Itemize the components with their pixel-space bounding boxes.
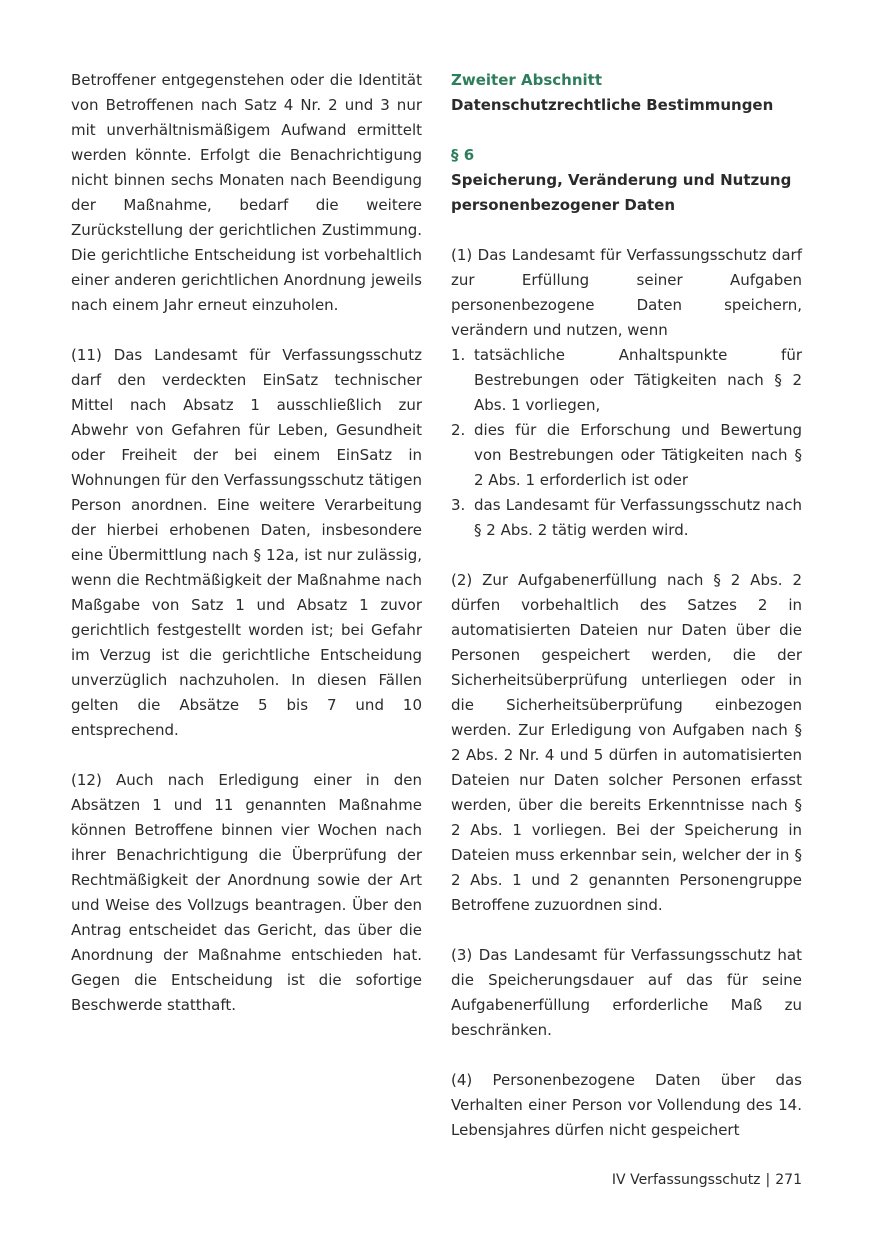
paragraph-title: Speicherung, Veränderung und Nutzung personenbezogener Daten — [451, 171, 792, 214]
paragraph-number: § 6 — [451, 146, 475, 164]
section-label: Zweiter Abschnitt — [451, 71, 603, 89]
list-item: 1. tatsächliche Anhaltspunkte für Bestrebungen oder Tätigkeiten nach § 2 Abs. 1 vorliegen, — [451, 346, 802, 414]
paragraph-11: (11) Das Landesamt für Verfassungsschutz darf den verdeckten EinSatz technischer Mittel nach Absatz 1 ausschließlich zur Abwehr von Gefahren für Leben, Gesundheit oder Freiheit der bei einem EinSatz in Wohnungen für den Verfassungsschutz tätigen Person anordnen. Eine weitere Verarbeitung der hierbei erhobenen Daten, insbesondere eine Übermittlung nach § 12a, ist nur zulässig, wenn die Rechtmäßigkeit der Maßnahme nach Maßgabe von Satz 1 und Absatz 1 zuvor gerichtlich festgestellt worden ist; bei Gefahr im Verzug ist die gerichtliche Entscheidung unverzüglich nachzuholen. In diesen Fällen gelten die Absätze 5 bis 7 und 10 entsprechend. — [71, 346, 422, 739]
footer-separator: | — [765, 1172, 771, 1188]
list-item: 2. dies für die Erforschung und Bewertung von Bestrebungen oder Tätigkeiten nach § 2 Abs. 1 erforderlich ist oder — [451, 421, 802, 489]
paragraph-12: (12) Auch nach Erledigung einer in den Absätzen 1 und 11 genannten Maßnahme können Betroffene binnen vier Wochen nach ihrer Benachrichtigung die Überprüfung der Rechtmäßigkeit der Anordnung sowie der Art und Weise des Vollzugs beantragen. Über den Antrag entscheidet das Gericht, das über die Anordnung der Maßnahme entschieden hat. Gegen die Entscheidung ist die sofortige Beschwerde statthaft. — [71, 771, 422, 1014]
subsection-1-intro: (1) Das Landesamt für Verfassungsschutz darf zur Erfüllung seiner Aufgaben personenbezogene Daten speichern, verändern und nutzen, wenn — [451, 246, 802, 339]
subsection-4: (4) Personenbezogene Daten über das Verhalten einer Person vor Vollendung des 14. Lebensjahres dürfen nicht gespeichert — [451, 1071, 802, 1139]
right-column — [451, 68, 802, 1143]
footer-chapter: IV Verfassungsschutz — [611, 1172, 761, 1188]
conditions-list — [451, 343, 802, 543]
page-number: 271 — [775, 1172, 802, 1188]
list-item: 3. das Landesamt für Verfassungsschutz nach § 2 Abs. 2 tätig werden wird. — [451, 496, 802, 539]
section-title: Datenschutzrechtliche Bestimmungen — [451, 96, 774, 114]
page-footer — [612, 1168, 802, 1193]
paragraph-continuation: Betroffener entgegenstehen oder die Identität von Betroffenen nach Satz 4 Nr. 2 und 3 nur mit unverhältnismäßigem Aufwand ermittelt werden könnte. Erfolgt die Benachrichtigung nicht binnen sechs Monaten nach Beendigung der Maßnahme, bedarf die weitere Zurückstellung der gerichtlichen Zustimmung. Die gerichtliche Entscheidung ist vorbehaltlich einer anderen gerichtlichen Anordnung jeweils nach einem Jahr erneut einzuholen. — [71, 71, 422, 314]
left-column — [71, 68, 422, 1018]
subsection-3: (3) Das Landesamt für Verfassungsschutz hat die Speicherungsdauer auf das für seine Aufgabenerfüllung erforderliche Maß zu beschränken. — [451, 946, 802, 1039]
subsection-2: (2) Zur Aufgabenerfüllung nach § 2 Abs. 2 dürfen vorbehaltlich des Satzes 2 in automatisierten Dateien nur Daten über die Personen gespeichert werden, die der Sicherheitsüberprüfung unterliegen oder in die Sicherheitsüberprüfung einbezogen werden. Zur Erledigung von Aufgaben nach § 2 Abs. 2 Nr. 4 und 5 dürfen in automatisierten Dateien nur Daten solcher Personen erfasst werden, über die bereits Erkenntnisse nach § 2 Abs. 1 vorliegen. Bei der Speicherung in Dateien muss erkennbar sein, welcher der in § 2 Abs. 1 und 2 genannten Personengruppe Betroffene zuzuordnen sind. — [451, 571, 802, 914]
